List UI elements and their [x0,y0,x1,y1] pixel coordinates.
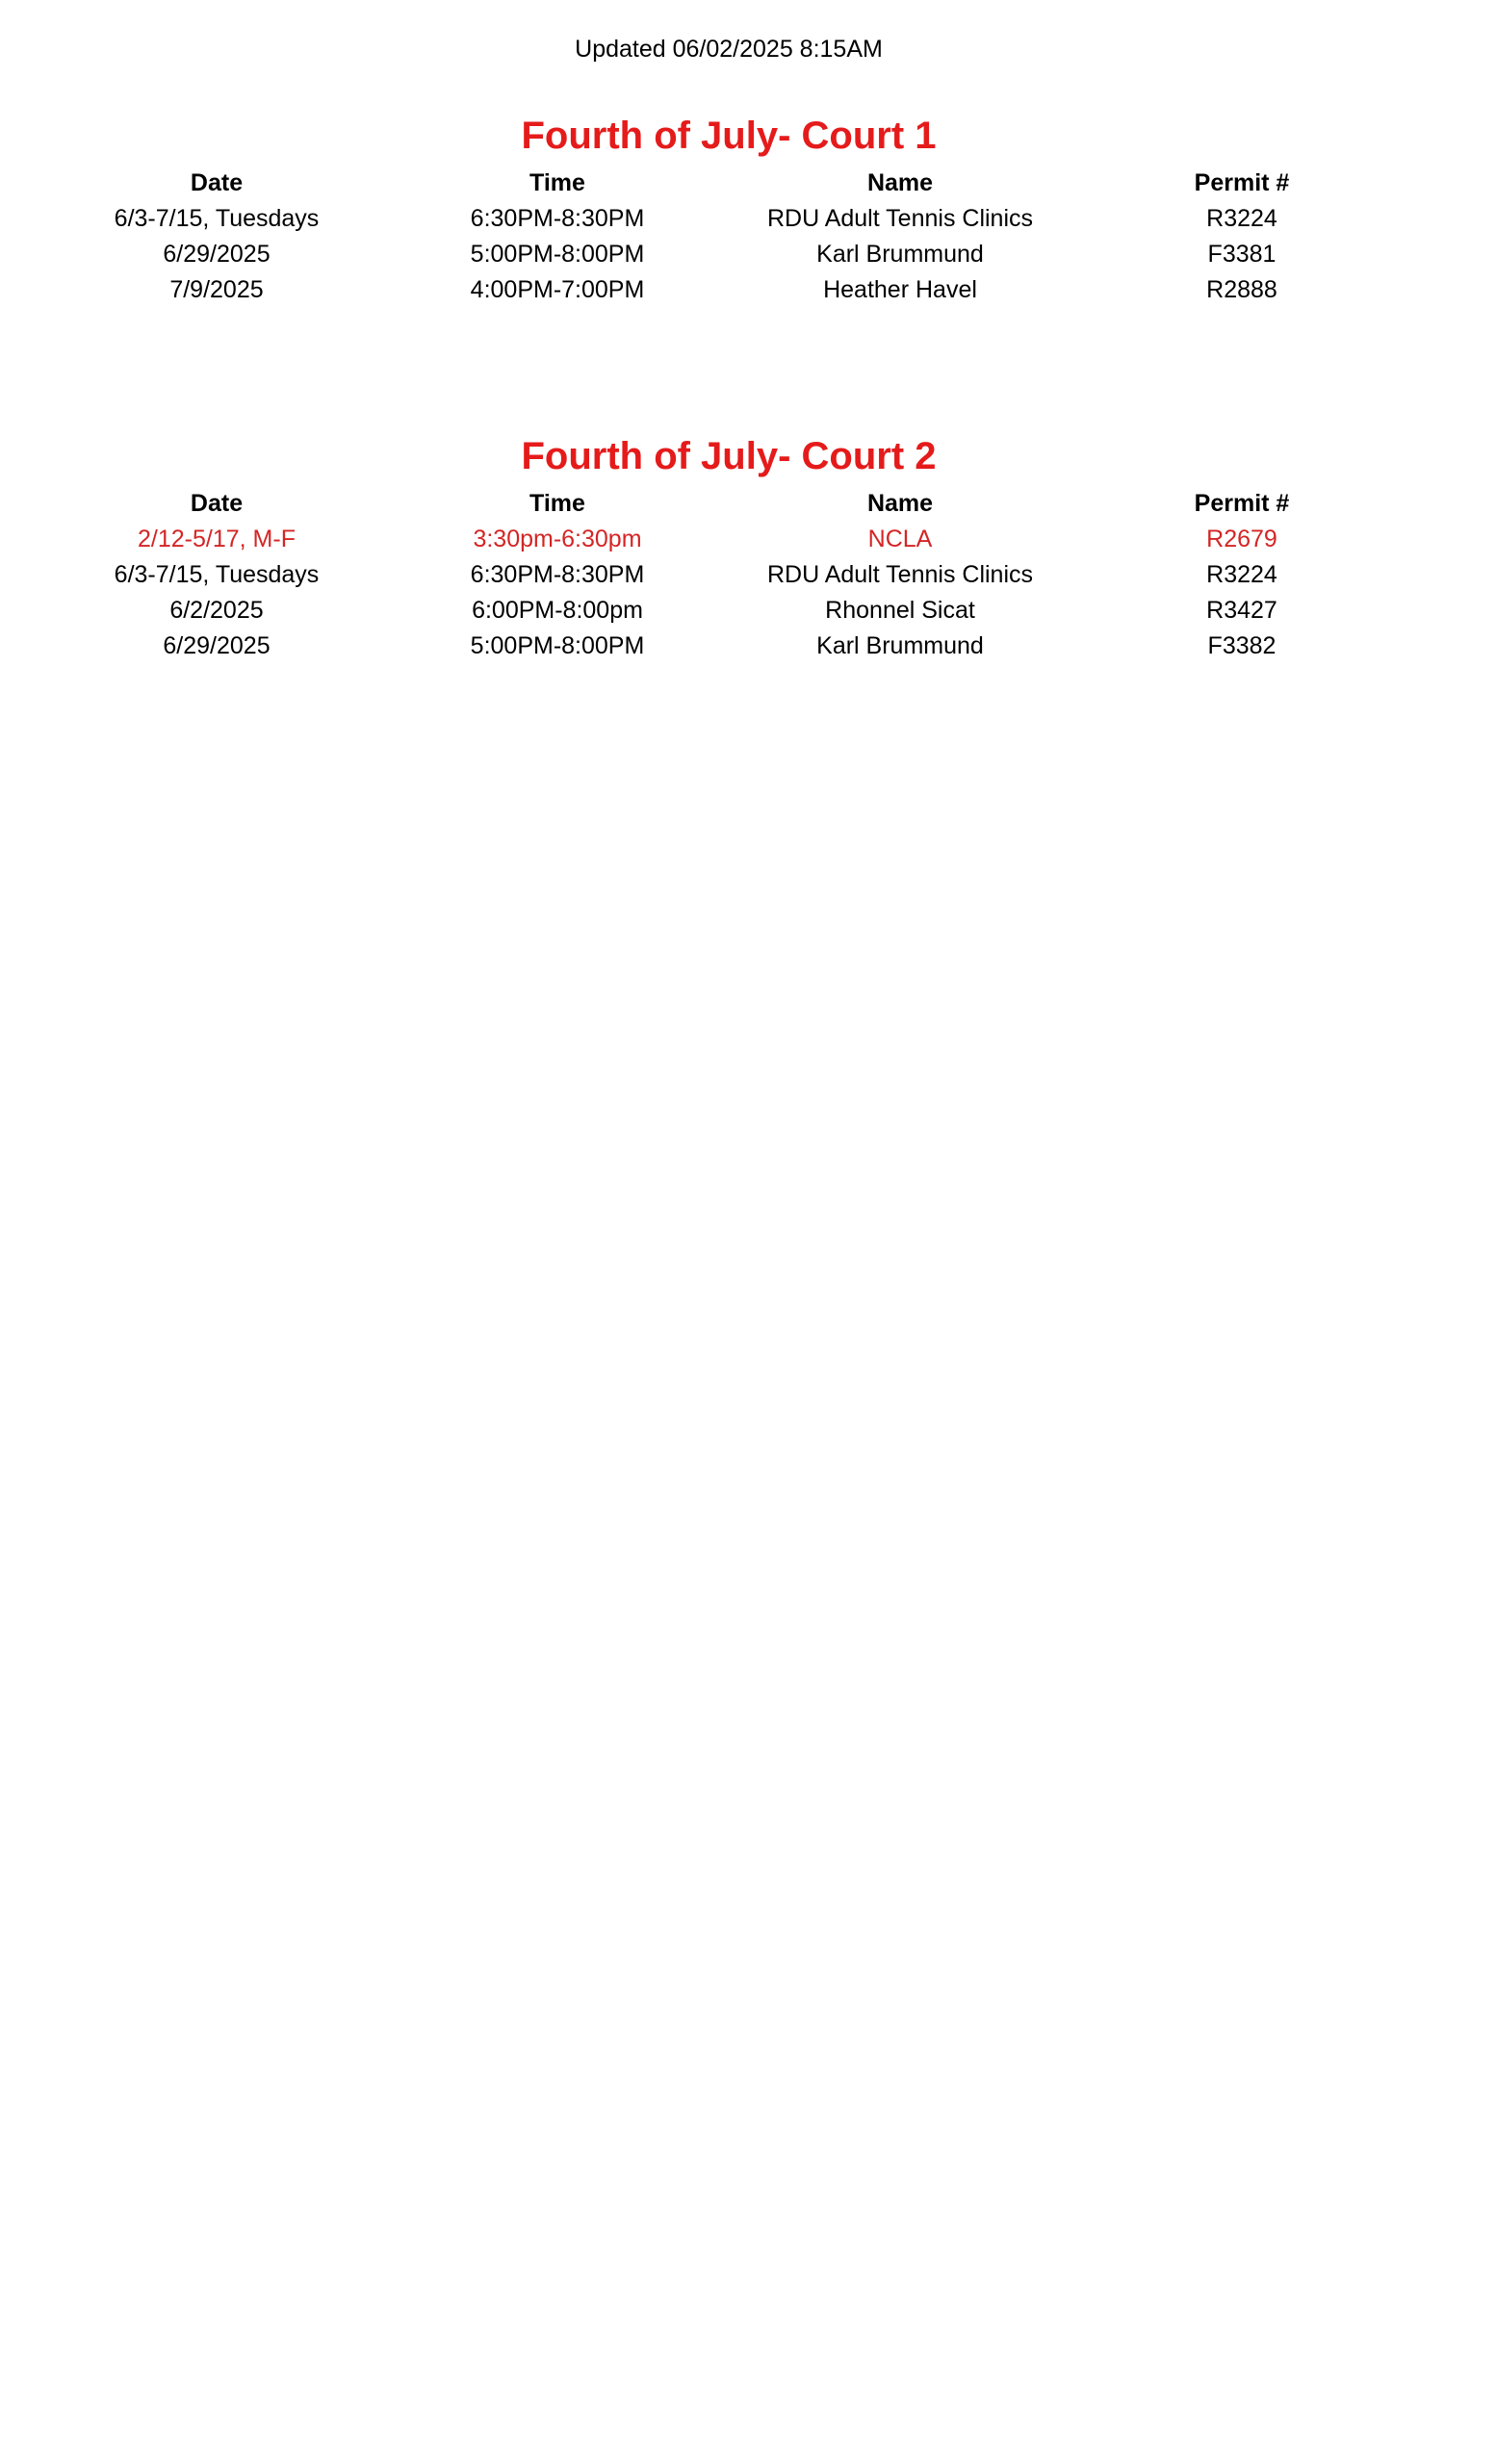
table-row [0,272,1365,308]
column-header-date: Date [190,490,244,517]
table-header-row [0,166,1365,201]
cell-name: NCLA [867,526,933,552]
cell-name: Karl Brummund [816,241,984,268]
column-header-permit: Permit # [1194,490,1290,517]
cell-permit: R2679 [1206,526,1277,552]
cell-name: Heather Havel [823,276,977,303]
table-row [0,237,1365,272]
court-1-title: Fourth of July- Court 1 [521,115,937,157]
column-header-date: Date [190,169,244,196]
column-header-name: Name [866,169,934,196]
cell-permit: F3381 [1207,241,1277,268]
cell-name: Karl Brummund [816,632,984,659]
court-2-title: Fourth of July- Court 2 [521,435,937,477]
column-header-time: Time [529,490,585,517]
cell-permit: F3382 [1207,632,1277,659]
cell-permit: R3224 [1206,205,1277,232]
cell-name: RDU Adult Tennis Clinics [766,205,1034,232]
cell-permit: R3224 [1206,561,1277,588]
table-row [0,629,1365,664]
table-row [0,593,1365,629]
cell-time: 6:30PM-8:30PM [470,561,645,588]
cell-time: 6:00PM-8:00pm [472,597,643,624]
table-row-highlighted [0,522,1365,557]
cell-permit: R3427 [1206,597,1277,624]
cell-date: 6/3-7/15, Tuesdays [114,561,320,588]
cell-date: 6/3-7/15, Tuesdays [114,205,320,232]
cell-time: 4:00PM-7:00PM [470,276,645,303]
table-header-row [0,486,1365,522]
cell-time: 6:30PM-8:30PM [470,205,645,232]
cell-date: 6/29/2025 [163,241,271,268]
court-1-section [0,108,1496,308]
cell-date: 6/2/2025 [169,597,264,624]
column-header-name: Name [866,490,934,517]
court-1-table [0,166,1365,308]
cell-name: RDU Adult Tennis Clinics [766,561,1034,588]
court-2-table [0,486,1365,664]
table-row [0,557,1365,593]
court-2-section [0,428,1496,664]
table-row [0,201,1365,237]
cell-date: 6/29/2025 [163,632,271,659]
cell-time: 3:30pm-6:30pm [473,526,642,552]
cell-date: 2/12-5/17, M-F [138,526,296,552]
cell-time: 5:00PM-8:00PM [470,632,645,659]
column-header-time: Time [529,169,585,196]
cell-permit: R2888 [1206,276,1277,303]
cell-name: Rhonnel Sicat [825,597,975,624]
cell-time: 5:00PM-8:00PM [470,241,645,268]
cell-date: 7/9/2025 [169,276,264,303]
column-header-permit: Permit # [1194,169,1290,196]
updated-timestamp: Updated 06/02/2025 8:15AM [575,36,883,63]
